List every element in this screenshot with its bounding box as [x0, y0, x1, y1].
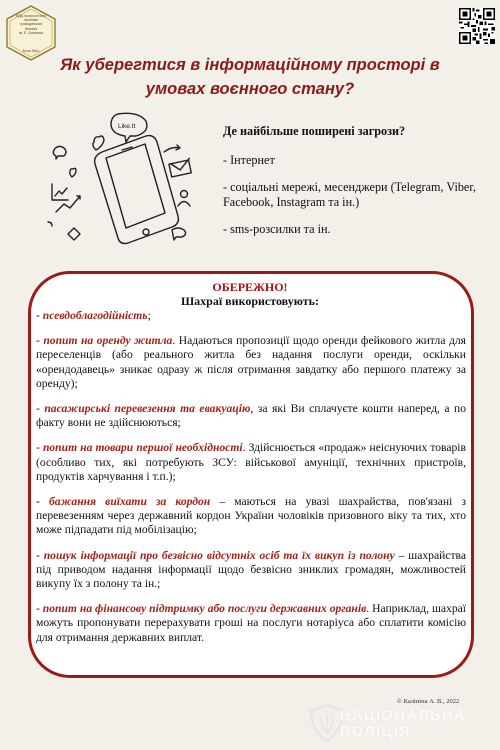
item-text: ; — [147, 309, 151, 322]
page-title — [40, 53, 460, 101]
threats-section — [223, 124, 488, 249]
qr-code-icon[interactable] — [459, 8, 495, 44]
item-prefix: - — [36, 402, 45, 416]
logo-line: ім. Е. Скаленка — [18, 30, 44, 35]
warning-header — [0, 280, 500, 308]
item-prefix: - — [36, 548, 44, 562]
item-term: пошук інформації про безвісно відсутніх осіб та їх викуп із полону — [43, 548, 395, 562]
logo-line: проблем — [24, 18, 38, 23]
list-item — [36, 549, 466, 592]
list-item — [36, 402, 466, 430]
item-prefix: - — [36, 334, 44, 348]
item-text: . Здійснюється «продаж» неіснуючих товарів (особливо тих, які потребують ЗСУ: військової амуніції, технічних пристроїв, продуктів харчування і т.п.); — [36, 441, 466, 483]
police-line: НАЦІОНАЛЬНА — [340, 708, 467, 724]
warning-subtitle: Шахраї використовують: — [180, 294, 319, 308]
list-item — [36, 334, 466, 391]
logo-line: громадянської — [19, 22, 43, 27]
item-term: бажання виїхати за кордон — [48, 495, 211, 509]
scam-list — [36, 309, 466, 656]
item-term: попит на оренду житла — [43, 334, 173, 348]
police-badge-icon — [311, 705, 343, 741]
item-text: , за які Ви сплачуєте кошти наперед, а по факту вони не здійснюються; — [36, 402, 466, 430]
logo-line: НДЦ психологічних — [15, 14, 47, 18]
list-item — [36, 441, 466, 484]
item-term: попит на товари першої необхідності — [42, 441, 243, 455]
smartphone-doodle-icon — [34, 112, 204, 252]
police-label — [340, 708, 466, 740]
threat-item: - Інтернет — [223, 153, 275, 167]
item-text: . Наприклад, шахраї можуть пропонувати перерахувати гроші на послуги нотаріуса або сплатити комісію для отримання державних виплат. — [36, 602, 466, 644]
item-prefix: - — [36, 309, 43, 322]
logo-line: безпеки — [24, 26, 38, 31]
threats-heading: Де найбільше поширені загрози? — [223, 124, 406, 138]
threat-item: - sms-розсилки та ін. — [223, 222, 331, 236]
item-prefix: - — [36, 441, 43, 455]
warning-title: ОБЕРЕЖНО! — [212, 280, 288, 294]
title-line: Як уберегтися в інформаційному просторі в — [60, 56, 440, 74]
item-prefix: - — [36, 495, 49, 509]
police-line: ПОЛІЦІЯ — [340, 724, 412, 740]
copyright-credit: © Калініна А. В., 2022 — [397, 698, 460, 705]
title-line: умовах воєнного стану? — [145, 80, 355, 98]
logo-motto: bona fides — [22, 48, 40, 53]
item-text: – маються на увазі шахрайства, пов'язані з перевезенням через державний кордон України чоловіків призовного віку та тих, хто може підпадати під мобілізацію; — [36, 495, 466, 537]
bubble-text: Like.tt — [118, 123, 136, 130]
threat-item: - соціальні мережі, месенджери (Telegram, Viber, Facebook, Instagram та ін.) — [223, 180, 476, 209]
item-term: псевдоблагодійність — [42, 309, 148, 322]
item-prefix: - — [36, 602, 43, 616]
list-item — [36, 309, 466, 323]
item-text: . Надаються пропозиції щодо оренди фейкового житла для переселенців (або реального житла без надання послуги оренди, оскільки «орендодавець» зникає одразу ж після отримання завдатку або першого платежу за оренду); — [36, 334, 466, 390]
logo-text — [4, 14, 58, 35]
list-item — [36, 602, 466, 645]
list-item — [36, 495, 466, 538]
item-term: попит на фінансову підтримку або послуги державних органів — [42, 602, 367, 616]
item-term: пасажирські перевезення та евакуацію — [44, 402, 251, 416]
item-text: – шахрайства під приводом надання інформації щодо безвісно зниклих громадян, можливостей викупу їх з полону та ін.; — [36, 548, 467, 591]
